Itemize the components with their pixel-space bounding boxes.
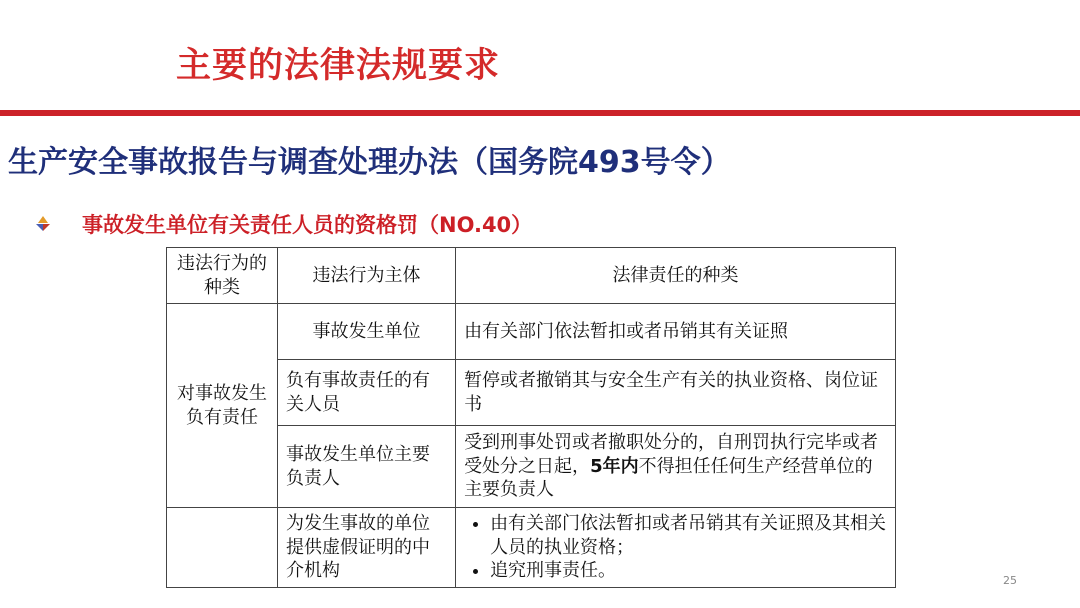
- list-item: • 由有关部门依法暂扣或者吊销其有关证照及其相关人员的执业资格；: [490, 512, 887, 559]
- bullet-point: [34, 209, 532, 239]
- subject-cell: 为发生事故的单位提供虚假证明的中介机构: [278, 508, 456, 588]
- slide-subtitle: 生产安全事故报告与调查处理办法（国务院493号令）: [8, 145, 731, 180]
- table-row: [167, 508, 896, 588]
- slide-title: 主要的法律法规要求: [176, 46, 501, 86]
- liability-text-bold: 5年内: [590, 455, 639, 477]
- violation-type-cell-empty: [167, 508, 278, 588]
- header-liability: 法律责任的种类: [456, 248, 896, 304]
- title-divider: [0, 110, 1080, 116]
- penalty-table: [166, 247, 896, 588]
- liability-cell: [456, 508, 896, 588]
- list-item: • 追究刑事责任。: [490, 559, 887, 582]
- bullet-text: 事故发生单位有关责任人员的资格罚（NO.40）: [82, 213, 533, 237]
- violation-type-cell: 对事故发生负有责任: [167, 304, 278, 508]
- header-subject: 违法行为主体: [278, 248, 456, 304]
- diamond-arrow-icon: [34, 215, 52, 233]
- header-violation-type: 违法行为的种类: [167, 248, 278, 304]
- subject-cell: 事故发生单位主要负责人: [278, 426, 456, 508]
- liability-text-pre: 受到刑事处罚或者撤职处分的，自刑罚执行完毕或者受处分之日起，: [464, 432, 879, 477]
- liability-text-post: 不得担任任何生产经营单位的主要负责人: [464, 455, 873, 501]
- subject-cell: 负有事故责任的有关人员: [278, 360, 456, 426]
- liability-cell: 由有关部门依法暂扣或者吊销其有关证照: [456, 304, 896, 360]
- liability-list: [464, 512, 887, 582]
- page-number: 25: [1003, 574, 1017, 587]
- liability-cell: 暂停或者撤销其与安全生产有关的执业资格、岗位证书: [456, 360, 896, 426]
- table-row: [167, 304, 896, 360]
- table-header-row: [167, 248, 896, 304]
- liability-cell: [456, 426, 896, 508]
- subject-cell: 事故发生单位: [278, 304, 456, 360]
